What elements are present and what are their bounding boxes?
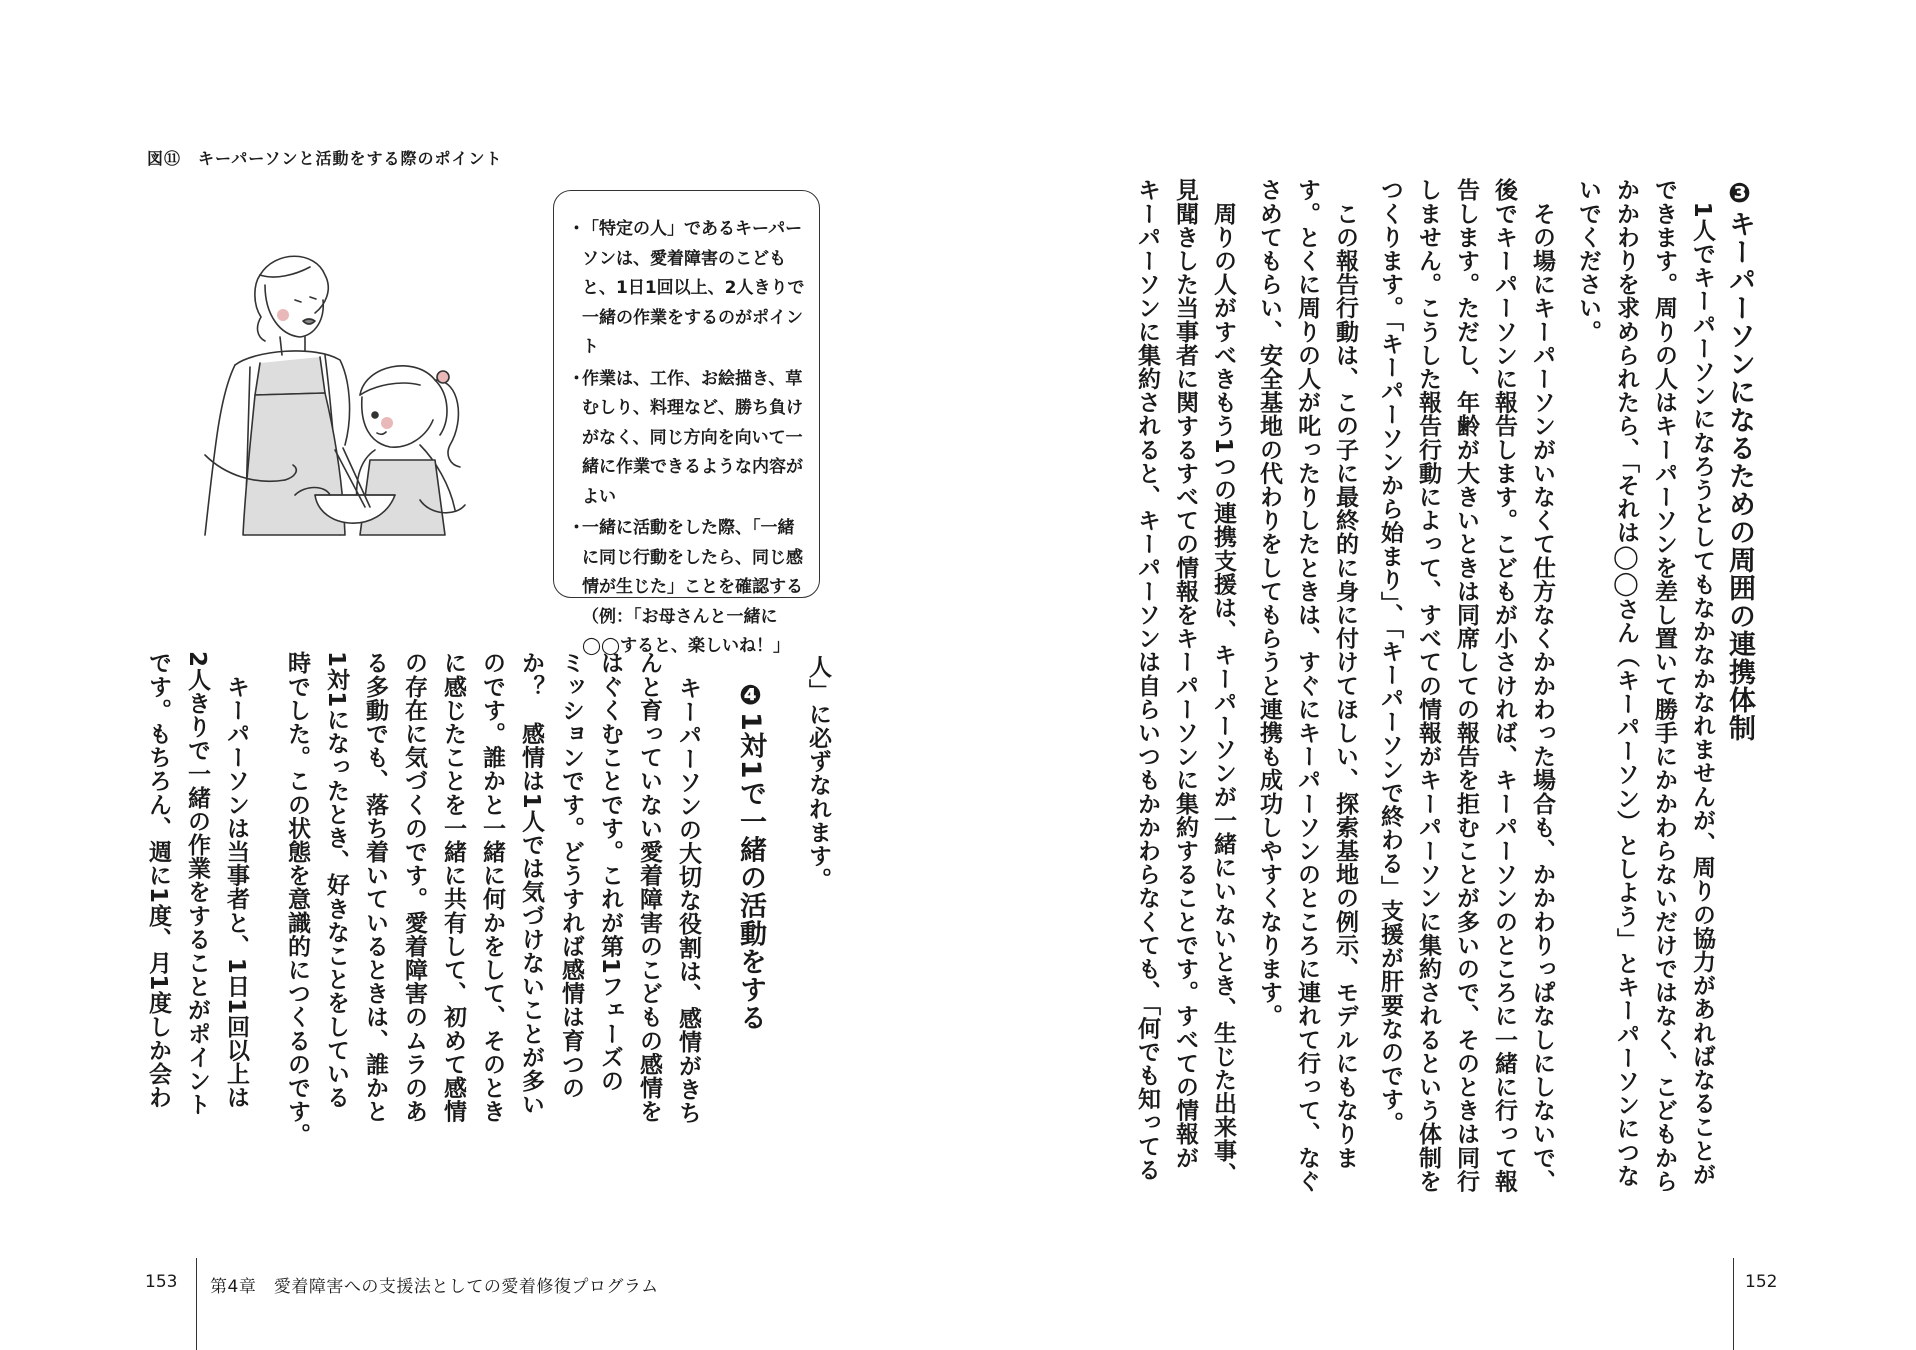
text-column: す。とくに周りの人が叱ったりしたときは、すぐにキーパーソンのところに連れて行って、なぐ [1294, 178, 1320, 1193]
bullet-mark: ・ [568, 368, 585, 389]
callout-text: 作業は、工作、お絵描き、草むしり、料理など、勝ち負けがなく、同じ方向を向いて一緒に作業できるような内容がよい [582, 368, 803, 507]
text-column: のです。誰かと一緒に何かをして、そのとき [479, 651, 505, 1123]
callout-box [553, 190, 820, 656]
text-column: さめてもらい、安全基地の代わりをしてもらうと連携も成功しやすくなります。 [1256, 178, 1282, 1028]
section-heading: ❹1対1で一緒の活動をする [735, 680, 766, 1032]
chapter-title: 第4章 愛着障害への支援法としての愛着修復プログラム [210, 1277, 659, 1297]
figure-title: 図⑪ キーパーソンと活動をする際のポイント [147, 149, 503, 168]
text-column: しません。こうした報告行動によって、すべての情報がキーパーソンに集約されるという体制を [1415, 178, 1441, 1193]
text-column: その場にキーパーソンがいなくて仕方なくかかわった場合も、かかわりっぱなしにしないで、 [1529, 178, 1555, 1193]
text-column: る多動でも、落ち着いているときは、誰かと [362, 651, 388, 1123]
text-column: できます。周りの人はキーパーソンを差し置いて勝手にかかわらないだけではなく、こどもから [1651, 178, 1677, 1193]
text-column: に感じたことを一緒に共有して、初めて感情 [440, 651, 466, 1123]
callout-item [568, 365, 805, 513]
text-column: 告します。ただし、年齢が大きいときは同席しての報告を拒むことが多いので、そのときは同行 [1453, 178, 1479, 1193]
text-column: 後でキーパーソンに報告します。こどもが小さければ、キーパーソンのところに一緒に行って報 [1491, 178, 1517, 1193]
text-column: んと育っていない愛着障害のこどもの感情を [636, 651, 662, 1123]
text-column: キーパーソンは当事者と、1日1回以上は [223, 651, 249, 1110]
text-column: キーパーソンの大切な役割は、感情がきち [675, 676, 701, 1125]
text-column: の存在に気づくのです。愛着障害のムラのあ [401, 651, 427, 1123]
text-column: かかわりを求められたら、「それは◯◯さん（キーパーソン）としよう」とキーパーソンにつな [1613, 178, 1639, 1188]
footer-divider [196, 1258, 197, 1350]
text-column: 1人でキーパーソンになろうとしてもなかなかなれませんが、周りの協力があればなることが [1689, 178, 1715, 1186]
text-column: キーパーソンに集約されると、キーパーソンは自らいつもかかわらなくても、「何でも知ってる [1134, 178, 1160, 1182]
text-column: ミッションです。どうすれば感情は育つの [558, 651, 584, 1100]
callout-item [568, 514, 805, 662]
footer-divider [1733, 1258, 1734, 1350]
page-number: 153 [145, 1272, 178, 1292]
text-column: この報告行動は、この子に最終的に身に付けてほしい、探索基地の例示、モデルにもなりま [1332, 178, 1358, 1170]
text-column: いでください。 [1575, 178, 1601, 344]
text-column: 周りの人がすべきもう1つの連携支援は、キーパーソンが一緒にいないとき、生じた出来事、 [1210, 178, 1236, 1186]
bullet-mark: ・ [568, 219, 585, 239]
callout-item [568, 215, 805, 363]
text-column: つくります。「キーパーソンから始まり」、「キーパーソンで終わる」支援が肝要なのです。 [1377, 178, 1403, 1135]
text-column: 2人きりで一緒の作業をすることがポイント [184, 651, 210, 1117]
illustration-mother-and-child [165, 245, 505, 540]
callout-text: 一緒に活動をした際、「一緒に同じ行動をしたら、同じ感情が生じた」ことを確認する（例：「お母さんと一緒に◯◯すると、楽しいね！」 [582, 518, 803, 656]
text-column: 人」に必ずなれます。 [805, 655, 831, 891]
text-column: か？ 感情は1人では気づけないことが多い [518, 651, 544, 1117]
text-column: はぐくむことです。これが第1フェーズの [597, 651, 623, 1093]
callout-text: 「特定の人」であるキーパーソンは、愛着障害のこどもと、1日1回以上、2人きりで一緒の作業をするのがポイント [582, 219, 805, 357]
text-column: 1対1になったとき、好きなことをしている [323, 651, 349, 1110]
text-column: 見聞きした当事者に関するすべての情報をキーパーソンに集約することです。すべての情報が [1172, 178, 1198, 1170]
bullet-mark: ・ [568, 518, 585, 538]
page-number: 152 [1745, 1272, 1778, 1292]
text-column: 時でした。この状態を意識的につくるのです。 [284, 651, 310, 1147]
text-column: です。もちろん、週に1度、月1度しか会わ [145, 651, 171, 1110]
section-heading: ❸キーパーソンになるための周囲の連携体制 [1724, 178, 1755, 742]
